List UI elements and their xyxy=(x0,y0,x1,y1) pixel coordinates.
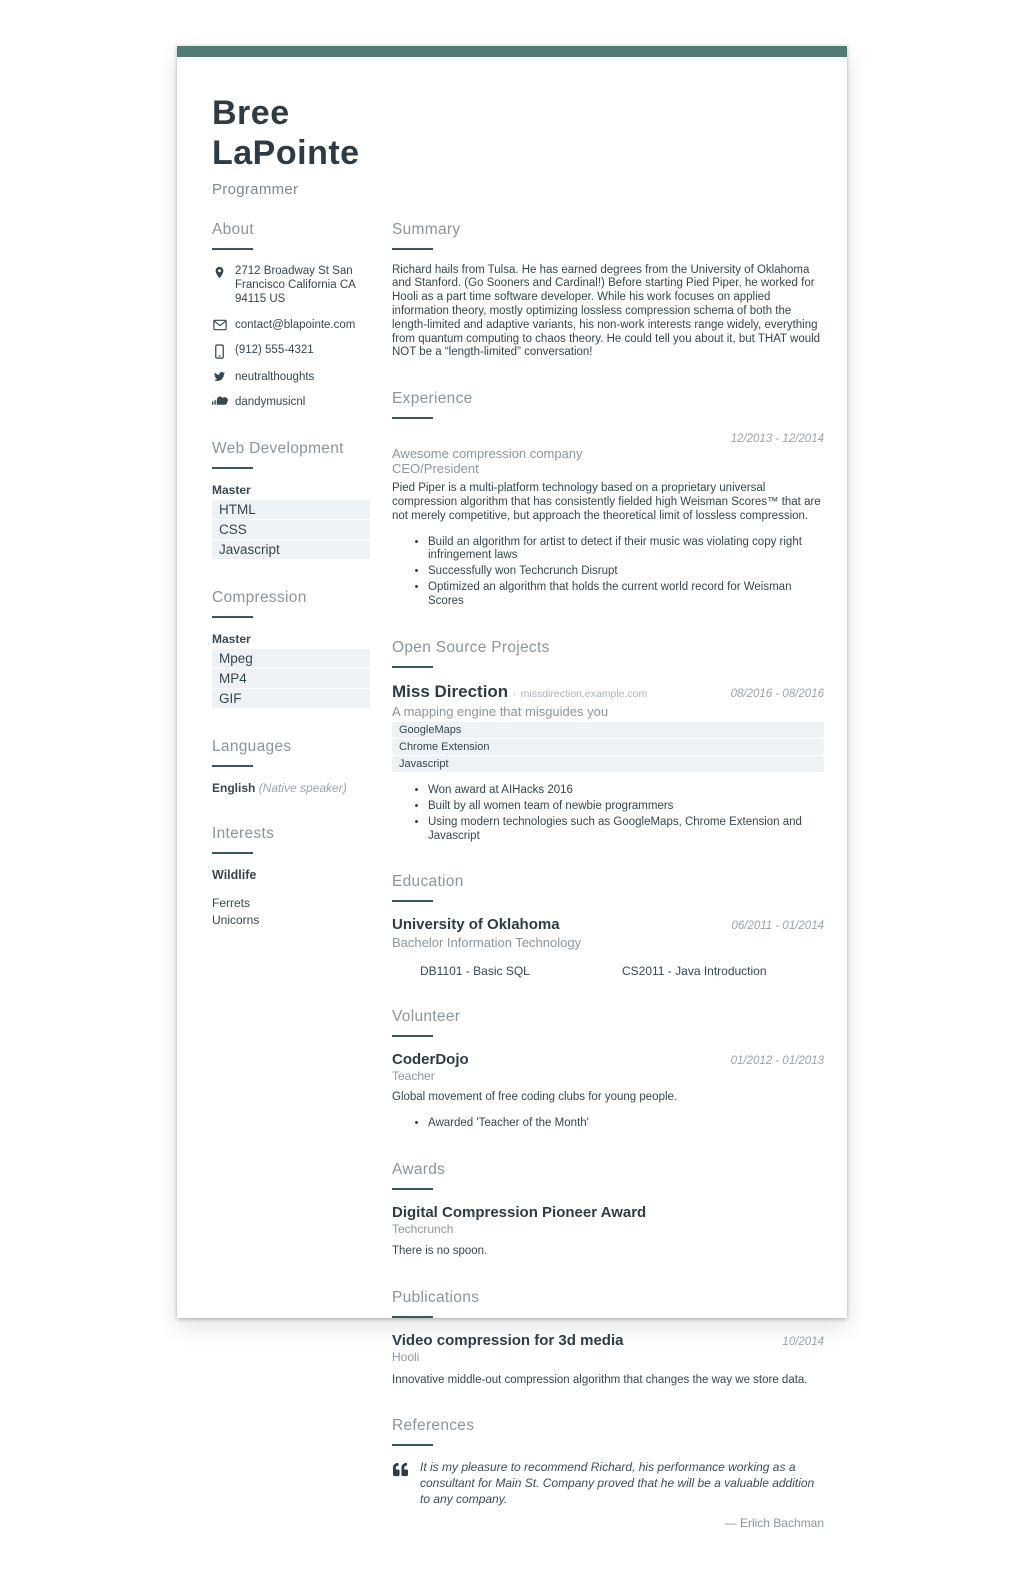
course-item: CS2011 - Java Introduction xyxy=(622,963,767,978)
project-website[interactable]: missdirection.example.com xyxy=(520,687,648,700)
experience-company: Awesome compression company xyxy=(392,446,583,462)
phone-row xyxy=(212,343,370,359)
keyword-bar: Chrome Extension xyxy=(392,739,824,755)
soundcloud-row[interactable] xyxy=(212,395,370,409)
job-title: Programmer xyxy=(212,180,299,198)
highlight-item: • Won award at AIHacks 2016 xyxy=(428,784,824,798)
section-heading: Education xyxy=(392,873,464,891)
publication-description: Innovative middle-out compression algorithm that changes the way we store data. xyxy=(392,1373,808,1386)
award-awarder: Techcrunch xyxy=(392,1221,454,1236)
section-heading: Interests xyxy=(212,824,275,842)
skill-level: Master xyxy=(212,631,251,646)
soundcloud-handle[interactable]: dandymusicnl xyxy=(235,396,306,409)
experience-position: CEO/President xyxy=(392,460,479,476)
section-summary xyxy=(392,221,824,361)
skill-bar: CSS xyxy=(212,520,370,539)
highlight-item: • Successfully won Techcrunch Disrupt xyxy=(428,565,824,579)
experience-description: Pied Piper is a multi-platform technology based on a proprietary universal compression algorithm that has consistently fielded high Weisman Scores™ that are not merely competitive, but approach the theoretical limit of lossless compression. xyxy=(392,482,821,522)
reference-author: — Erlich Bachman xyxy=(724,1516,824,1531)
section-underline xyxy=(392,417,433,419)
section-about xyxy=(212,221,370,410)
resume-content xyxy=(177,57,847,1570)
skill-level: Master xyxy=(212,482,251,497)
skill-bar: MP4 xyxy=(212,669,370,688)
twitter-handle[interactable]: neutralthoughts xyxy=(235,371,315,384)
reference-quote: It is my pleasure to recommend Richard, his performance working as a consultant for Main St. Company proved that he will be a valuable addition to any company. xyxy=(420,1460,815,1506)
volunteer-description: Global movement of free coding clubs for young people. xyxy=(392,1091,678,1104)
section-heading: Languages xyxy=(212,737,292,755)
project-keywords xyxy=(392,722,824,772)
resume-header xyxy=(212,94,824,198)
section-heading: Experience xyxy=(392,390,473,408)
highlight-item: • Optimized an algorithm that holds the current world record for Weisman Scores xyxy=(428,581,824,609)
volunteer-organization: CoderDojo xyxy=(392,1050,469,1068)
language-fluency: (Native speaker) xyxy=(258,780,347,795)
project-separator: · xyxy=(512,687,517,700)
section-underline xyxy=(212,248,253,250)
section-heading: Web Development xyxy=(212,439,344,457)
skill-bar: Javascript xyxy=(212,540,370,559)
project-dates: 08/2016 - 08/2016 xyxy=(730,687,824,700)
interest-keyword: Ferrets xyxy=(212,895,251,910)
resume-document xyxy=(177,46,847,1531)
education-degree: Bachelor Information Technology xyxy=(392,935,582,951)
section-languages xyxy=(212,738,370,795)
project-name: Miss Direction xyxy=(392,681,509,701)
email-text[interactable]: contact@blapointe.com xyxy=(235,318,356,331)
reference-quote-row xyxy=(392,1460,824,1507)
education-dates: 06/2011 - 01/2014 xyxy=(731,920,824,933)
language-line xyxy=(212,781,370,795)
section-heading: Awards xyxy=(392,1160,446,1178)
course-item: DB1101 - Basic SQL xyxy=(420,963,530,978)
section-underline xyxy=(392,1035,433,1037)
section-web-development xyxy=(212,440,370,559)
interest-name: Wildlife xyxy=(212,867,257,882)
section-heading: Open Source Projects xyxy=(392,638,550,656)
project-highlights xyxy=(392,784,824,843)
highlight-item: • Build an algorithm for artist to detect if their music was violating copy right infringement laws xyxy=(428,536,824,564)
section-experience xyxy=(392,390,824,608)
main-column xyxy=(392,221,824,1531)
section-heading: Compression xyxy=(212,588,307,606)
section-underline xyxy=(212,467,253,469)
resume-columns xyxy=(212,221,824,1531)
quote-icon xyxy=(392,1460,409,1507)
experience-dates: 12/2013 - 12/2014 xyxy=(730,433,824,446)
section-volunteer xyxy=(392,1008,824,1131)
sidebar xyxy=(212,221,370,1531)
twitter-row[interactable] xyxy=(212,370,370,384)
section-underline xyxy=(212,765,253,767)
section-interests xyxy=(212,825,370,930)
section-underline xyxy=(392,248,433,250)
skill-bar: GIF xyxy=(212,689,370,708)
twitter-icon xyxy=(212,370,227,384)
summary-text: Richard hails from Tulsa. He has earned degrees from the University of Oklahoma and Stanford. (Go Sooners and Cardinal!) Before starting Pied Piper, he worked for Hooli as a part time software developer. While his work focuses on applied information theory, mostly optimizing lossless compression schema of both the length-limited and adaptive variants, his non-work interests range widely, everything from quantum computing to chaos theory. He could tell you about it, but THAT would NOT be a “length-limited” conversation! xyxy=(392,263,821,359)
phone-text: (912) 555-4321 xyxy=(235,344,314,357)
soundcloud-icon xyxy=(212,395,227,409)
award-title: Digital Compression Pioneer Award xyxy=(392,1203,647,1221)
section-heading: Publications xyxy=(392,1289,480,1307)
section-projects xyxy=(392,639,824,844)
publication-date: 10/2014 xyxy=(782,1336,824,1349)
section-references xyxy=(392,1417,824,1530)
skill-bar: Mpeg xyxy=(212,649,370,668)
language-name: English xyxy=(212,780,256,795)
award-description: There is no spoon. xyxy=(392,1245,488,1258)
volunteer-highlights xyxy=(392,1117,824,1131)
section-awards xyxy=(392,1161,824,1259)
email-row[interactable] xyxy=(212,318,370,332)
address-row xyxy=(212,264,370,307)
section-underline xyxy=(392,666,433,668)
highlight-item: • Awarded 'Teacher of the Month' xyxy=(428,1117,824,1131)
project-title-line xyxy=(392,682,647,702)
section-underline xyxy=(212,852,253,854)
section-publications xyxy=(392,1289,824,1387)
accent-bar xyxy=(177,46,847,57)
highlight-item: • Built by all women team of newbie programmers xyxy=(428,800,824,814)
section-heading: Summary xyxy=(392,220,461,238)
publication-title: Video compression for 3d media xyxy=(392,1332,624,1350)
volunteer-position: Teacher xyxy=(392,1068,435,1083)
envelope-icon xyxy=(212,318,227,332)
section-compression xyxy=(212,589,370,708)
volunteer-dates: 01/2012 - 01/2013 xyxy=(730,1054,824,1067)
section-underline xyxy=(392,900,433,902)
section-heading: About xyxy=(212,220,255,238)
section-underline xyxy=(392,1316,433,1318)
section-heading: References xyxy=(392,1417,475,1435)
highlight-item: • Using modern technologies such as GoogleMaps, Chrome Extension and Javascript xyxy=(428,816,824,844)
experience-highlights xyxy=(392,536,824,609)
address-text: 2712 Broadway St San Francisco California CA 94115 US xyxy=(235,264,356,306)
keyword-bar: GoogleMaps xyxy=(392,722,824,738)
publication-publisher: Hooli xyxy=(392,1350,420,1365)
project-description: A mapping engine that misguides you xyxy=(392,703,609,719)
section-underline xyxy=(392,1188,433,1190)
person-name xyxy=(212,94,824,174)
skill-bar: HTML xyxy=(212,500,370,519)
keyword-bar: Javascript xyxy=(392,756,824,772)
education-institution: University of Oklahoma xyxy=(392,916,560,934)
section-underline xyxy=(392,1444,433,1446)
location-pin-icon xyxy=(212,264,227,307)
last-name: LaPointe xyxy=(212,133,360,172)
section-underline xyxy=(212,616,253,618)
education-courses xyxy=(392,964,824,978)
section-heading: Volunteer xyxy=(392,1007,461,1025)
first-name: Bree xyxy=(212,94,290,132)
interest-keyword: Unicorns xyxy=(212,913,260,928)
mobile-phone-icon xyxy=(212,343,227,359)
section-education xyxy=(392,873,824,978)
